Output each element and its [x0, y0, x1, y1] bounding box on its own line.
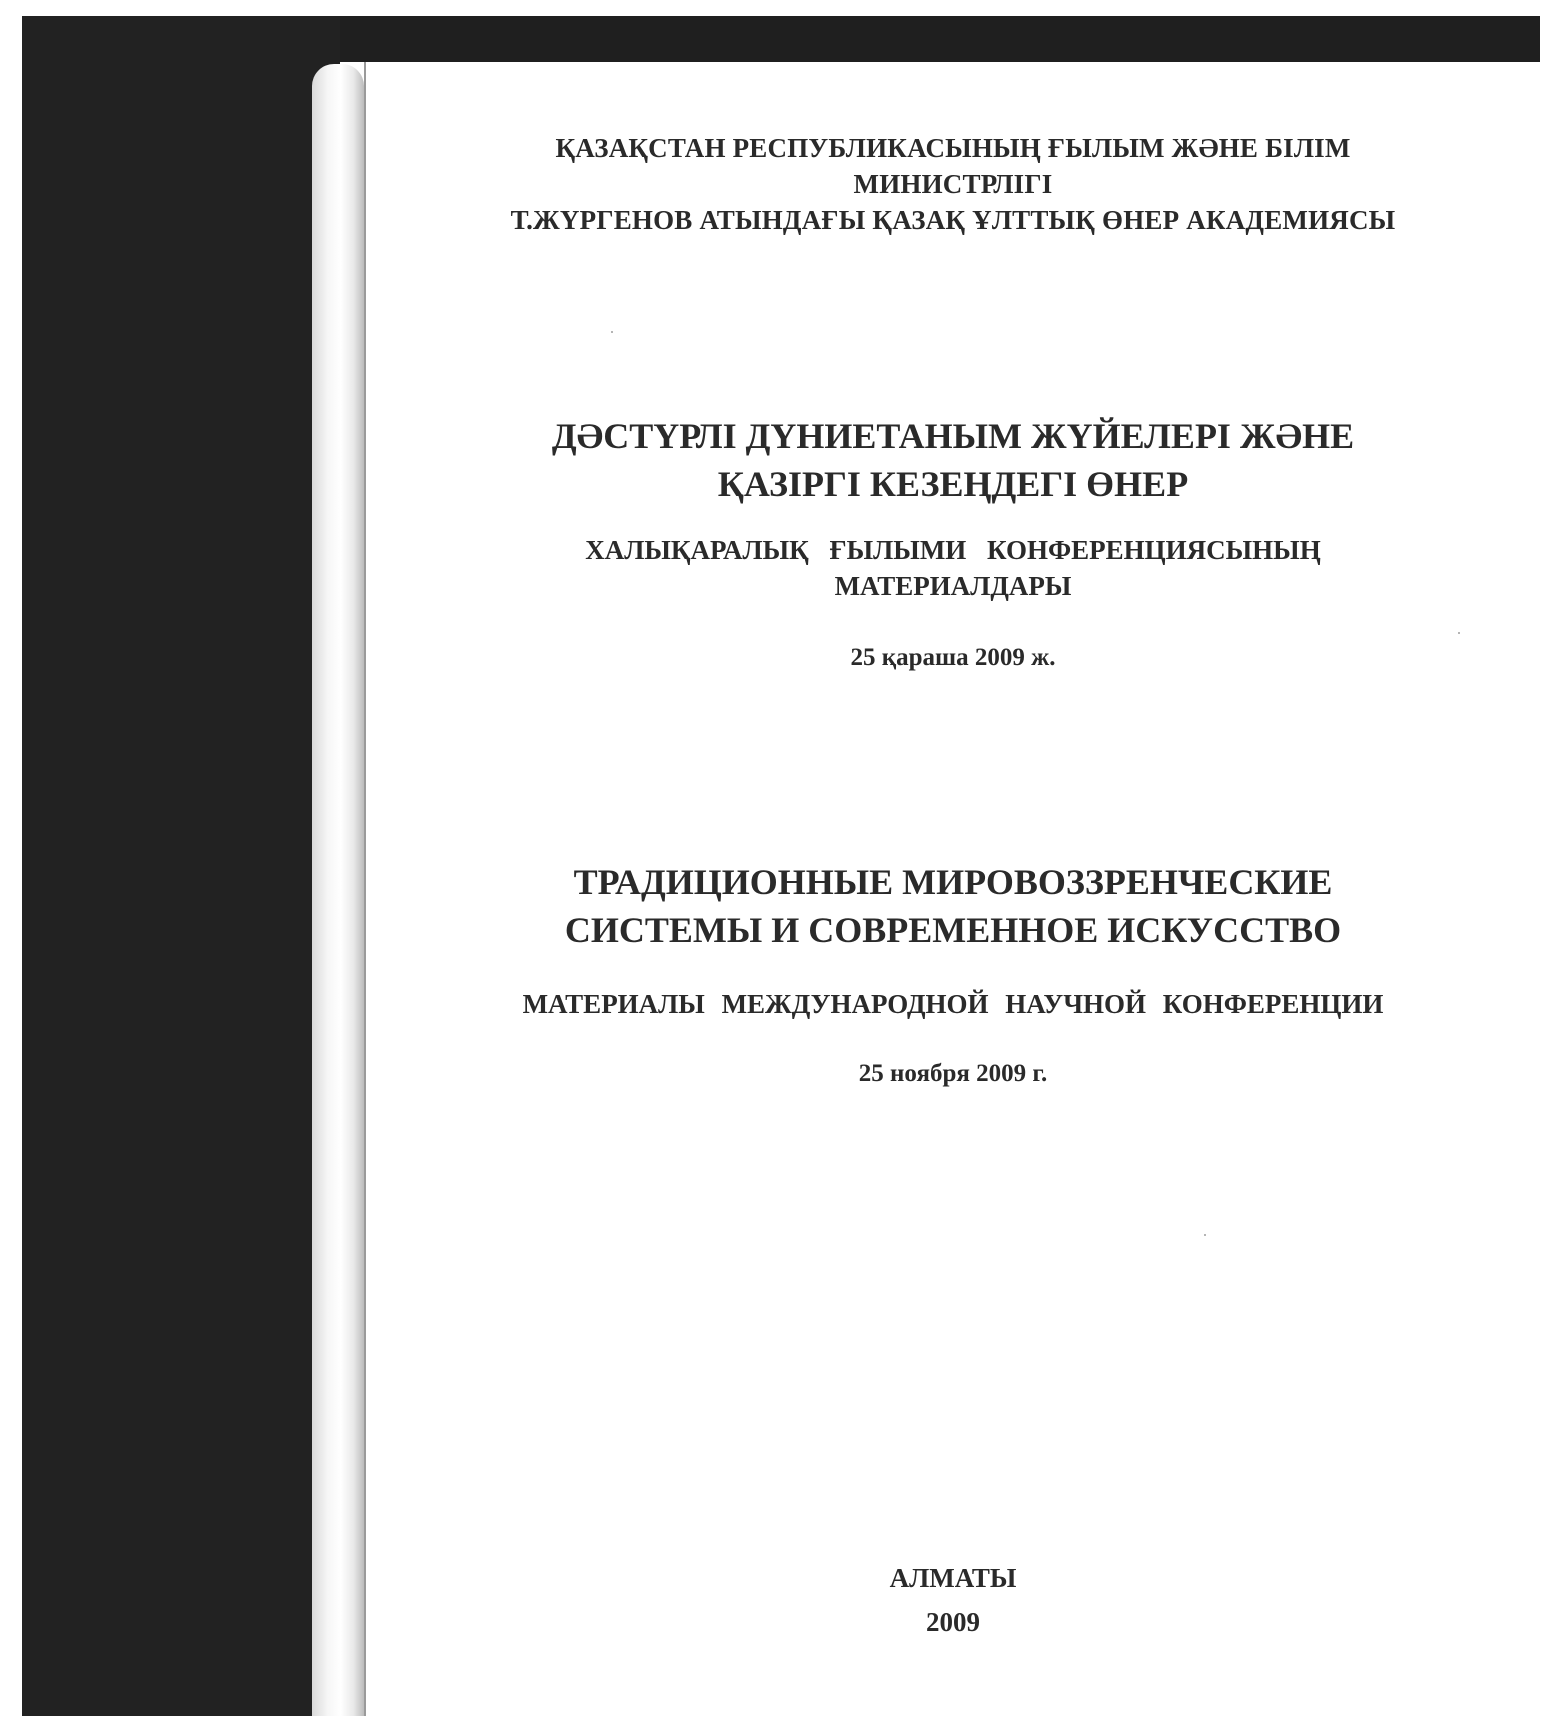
russian-subtitle	[366, 986, 1540, 1022]
imprint	[366, 1556, 1540, 1644]
imprint-city: АЛМАТЫ	[889, 1563, 1017, 1593]
russian-title-line-1: ТРАДИЦИОННЫЕ МИРОВОЗЗРЕНЧЕСКИЕ	[573, 862, 1333, 902]
scan-speck	[1458, 632, 1460, 634]
kazakh-date-text: 25 қараша 2009 ж.	[850, 644, 1056, 671]
russian-subtitle-text: МАТЕРИАЛЫ МЕЖДУНАРОДНОЙ НАУЧНОЙ КОНФЕРЕНЦИИ	[522, 989, 1384, 1019]
russian-date	[366, 1058, 1540, 1090]
scan-left-shadow	[22, 16, 340, 1716]
kazakh-subtitle-line-1: ХАЛЫҚАРАЛЫҚ ҒЫЛЫМИ КОНФЕРЕНЦИЯСЫНЫҢ	[585, 535, 1321, 565]
kazakh-subtitle-line-2: МАТЕРИАЛДАРЫ	[834, 571, 1072, 601]
imprint-year: 2009	[926, 1607, 980, 1637]
scan-speck	[611, 331, 613, 333]
kazakh-title-line-1: ДӘСТҮРЛІ ДҮНИЕТАНЫМ ЖҮЙЕЛЕРІ ЖӘНЕ	[551, 416, 1355, 456]
kazakh-subtitle	[366, 532, 1540, 604]
ministry-line-1: ҚАЗАҚСТАН РЕСПУБЛИКАСЫНЫҢ ҒЫЛЫМ ЖӘНЕ БІЛІМ	[555, 133, 1351, 163]
kazakh-date	[366, 642, 1540, 674]
russian-date-text: 25 ноября 2009 г.	[858, 1060, 1048, 1087]
ministry-line-2: МИНИСТРЛІГІ	[853, 169, 1053, 199]
book-spine-fold	[312, 64, 364, 1716]
ministry-header	[366, 130, 1540, 238]
academy-line: Т.ЖҮРГЕНОВ АТЫНДАҒЫ ҚАЗАҚ ҰЛТТЫҚ ӨНЕР АКАДЕМИЯСЫ	[510, 205, 1396, 235]
russian-title-line-2: СИСТЕМЫ И СОВРЕМЕННОЕ ИСКУССТВО	[564, 910, 1342, 950]
kazakh-title	[366, 412, 1540, 508]
russian-title	[366, 858, 1540, 954]
kazakh-title-line-2: ҚАЗІРГІ КЕЗЕҢДЕГІ ӨНЕР	[717, 464, 1189, 504]
scan-speck	[1204, 1234, 1206, 1236]
